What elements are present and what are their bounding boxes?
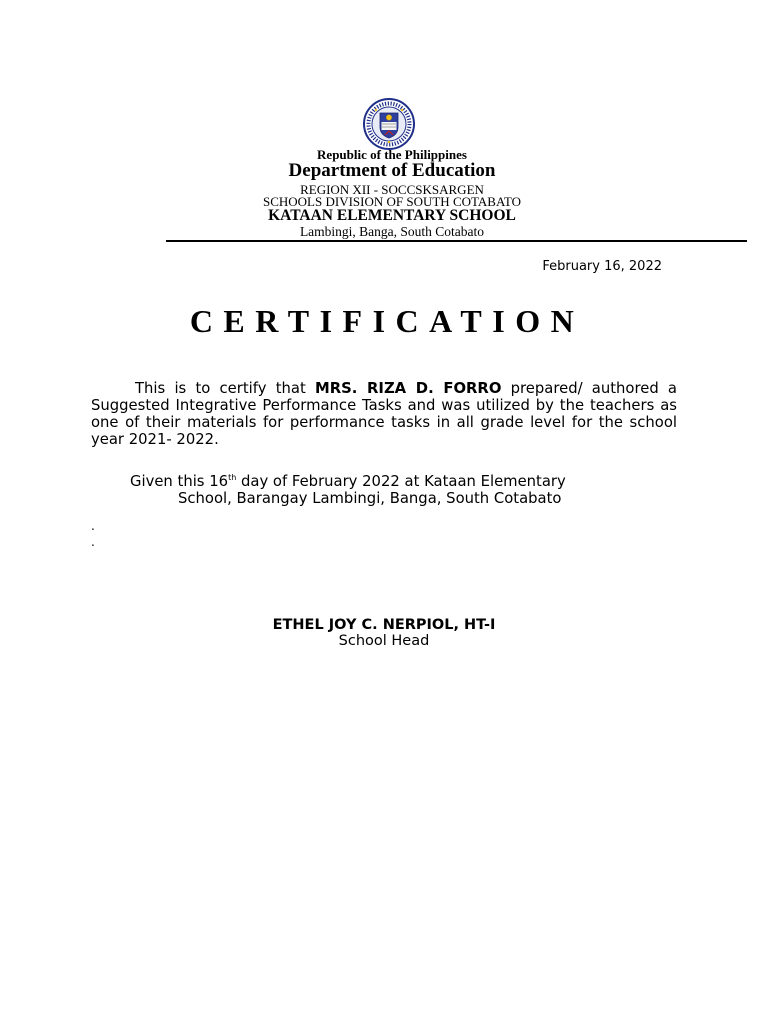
dot-mark: . [91, 519, 95, 533]
certification-paragraph [91, 380, 677, 448]
certification-intro: This is to certify that [135, 380, 315, 397]
certified-person-name: MRS. RIZA D. FORRO [314, 380, 502, 397]
given-ordinal: th [228, 473, 237, 482]
region-name: REGION XII - SOCCSKSARGEN [300, 182, 484, 197]
given-line-1-rest: day of February 2022 at Kataan Elementary [236, 473, 566, 490]
country-name: Republic of the Philippines [317, 147, 467, 162]
given-prefix: Given this 16 [130, 473, 229, 490]
signatory-position: School Head [338, 633, 430, 649]
given-line-2: School, Barangay Lambingi, Banga, South Cotabato [178, 490, 562, 507]
school-name: KATAAN ELEMENTARY SCHOOL [268, 207, 516, 224]
signatory-name: ETHEL JOY C. NERPIOL, HT-I [272, 617, 496, 633]
header-divider [166, 240, 747, 242]
document-title: CERTIFICATION [189, 303, 585, 339]
document-date: February 16, 2022 [542, 259, 662, 274]
certification-text: prepared/ authored a Suggested Integrative Performance Tasks and was utilized by the teachers as one of their materials for performance tasks in all grade level for the school year 2021- 2022. [91, 380, 678, 448]
school-address: Lambingi, Banga, South Cotabato [299, 224, 485, 239]
department-name: Department of Education [288, 160, 496, 181]
dot-mark: . [91, 535, 95, 549]
deped-seal-logo [349, 98, 429, 150]
division-name: SCHOOLS DIVISION OF SOUTH COTABATO [262, 194, 522, 209]
